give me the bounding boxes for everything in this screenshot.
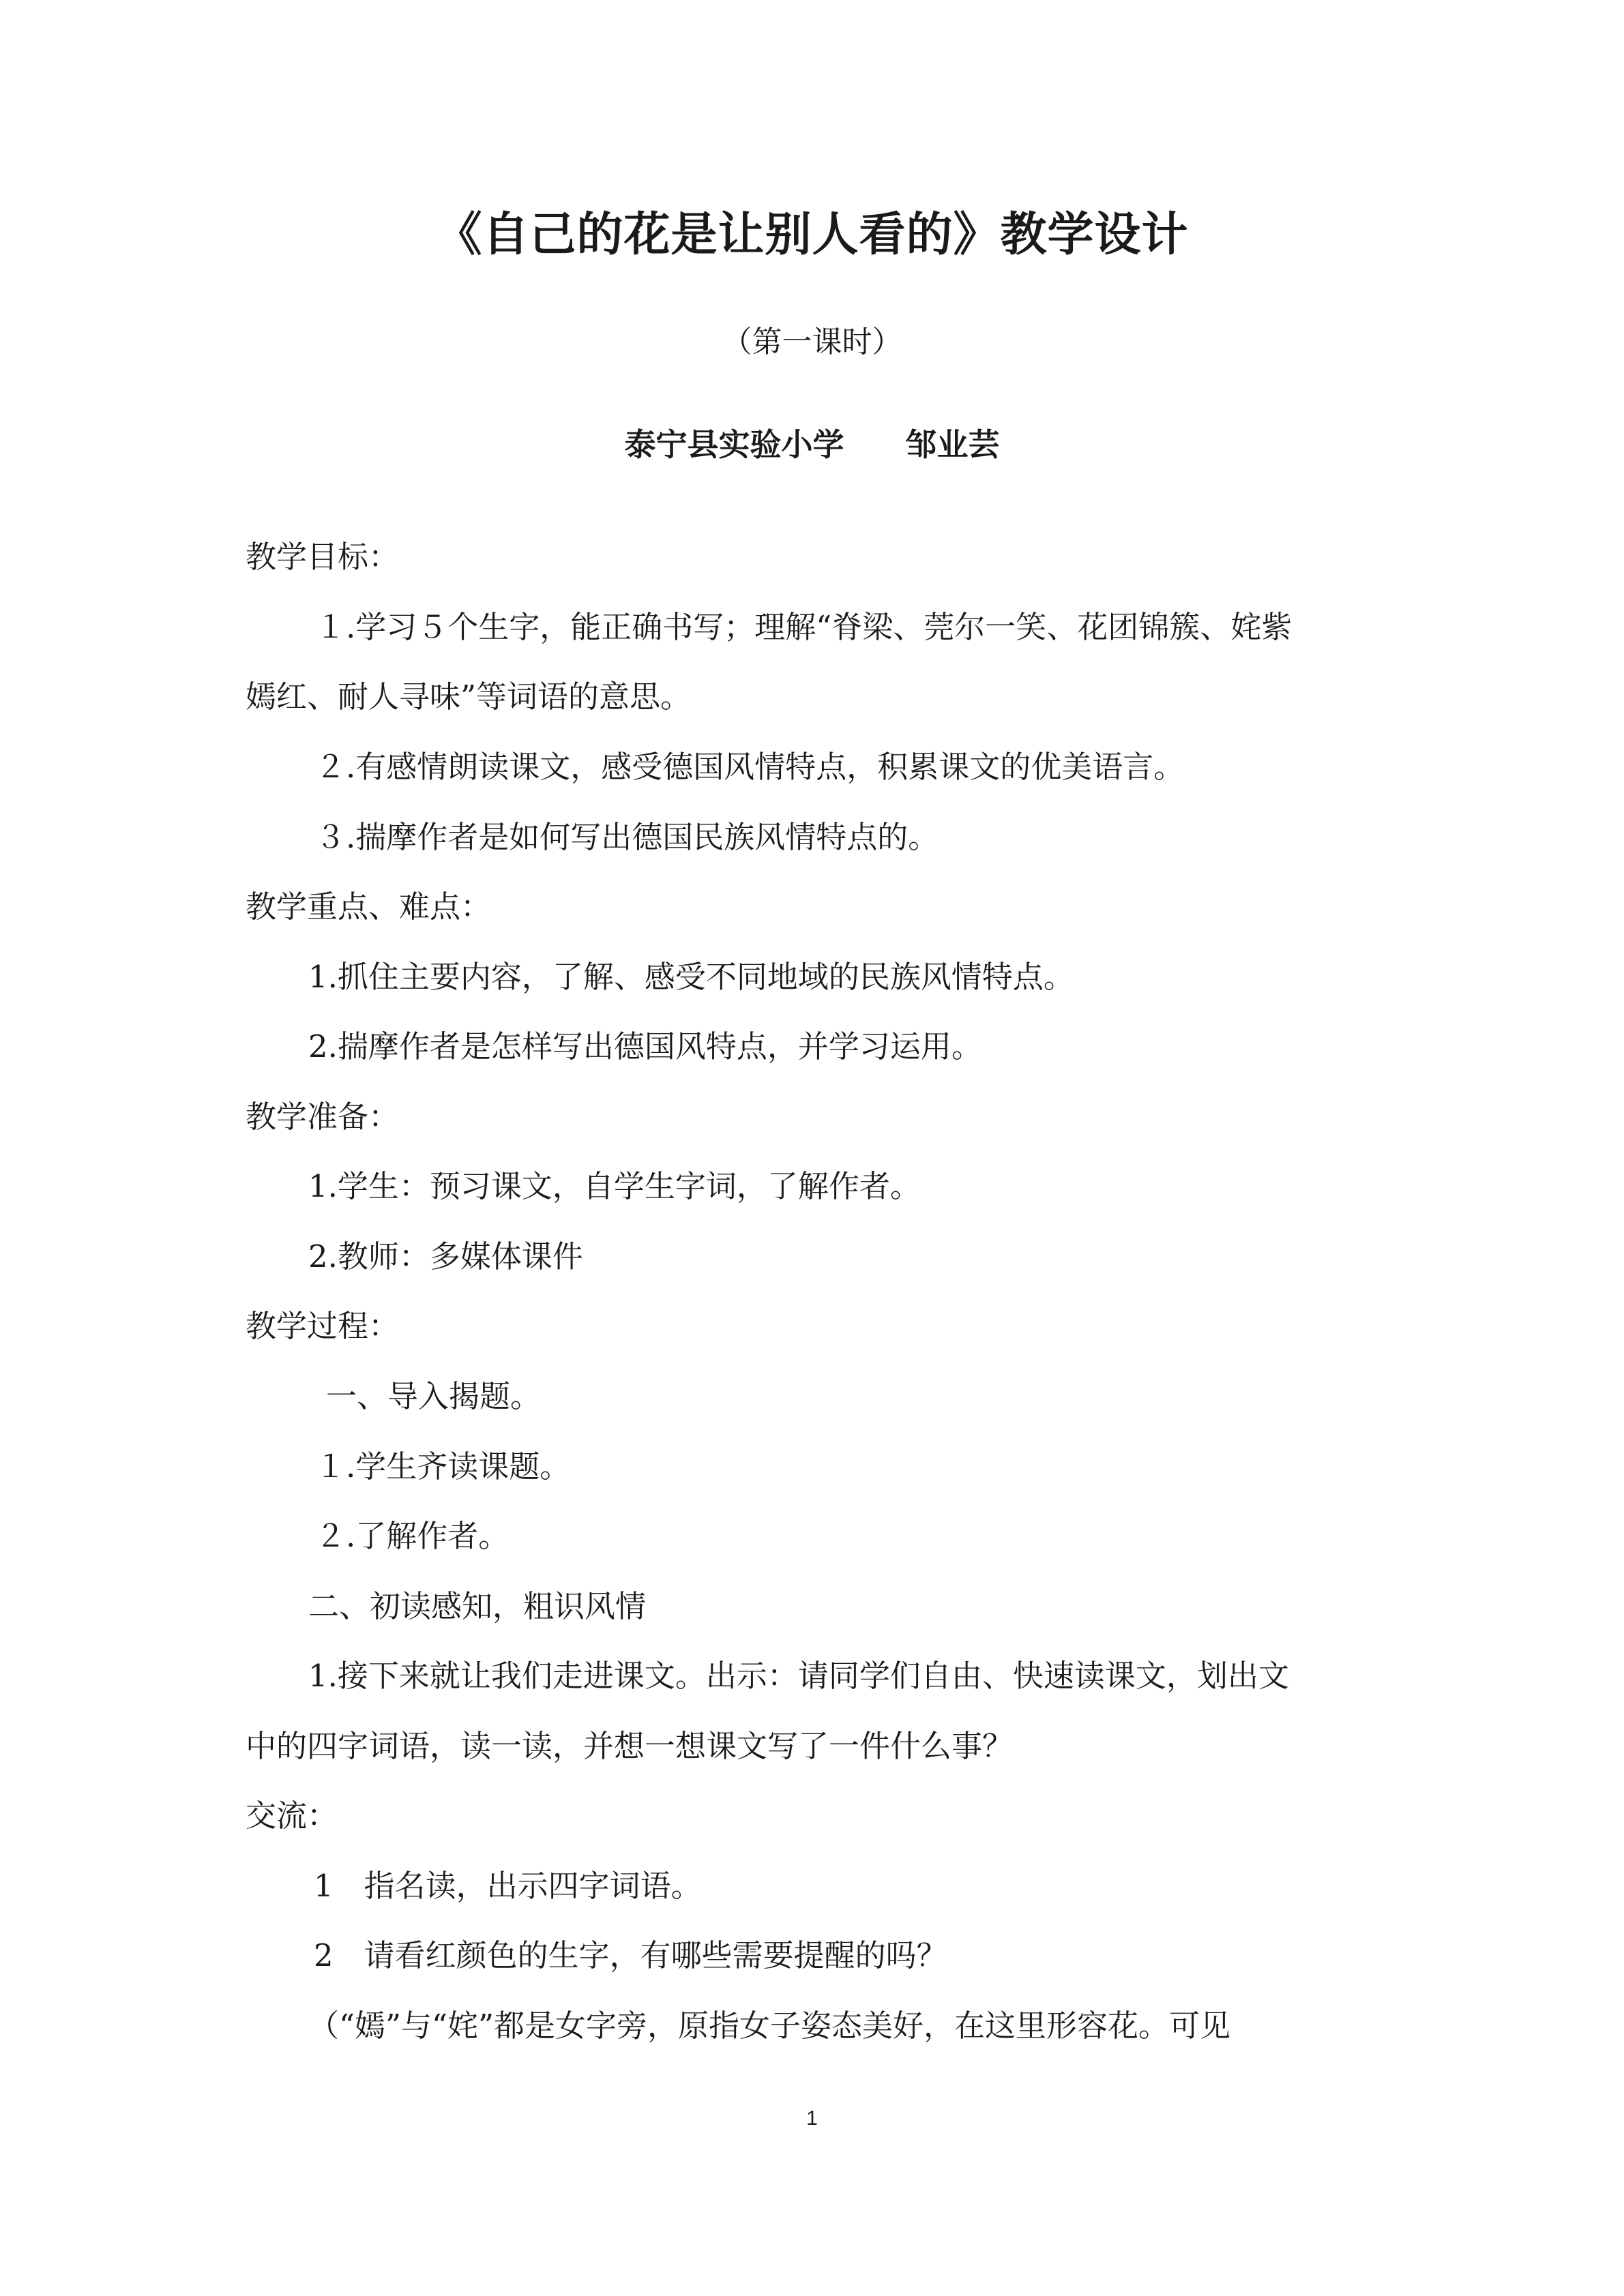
objective-item-1: １.学习５个生字，能正确书写；理解“脊梁、莞尔一笑、花团锦簇、姹紫 <box>315 609 1293 645</box>
exchange-item-2: 2 请看红颜色的生字，有哪些需要提醒的吗？ <box>314 1937 947 1973</box>
objective-item-3: ３.揣摩作者是如何写出德国民族风情特点的。 <box>315 819 939 855</box>
section-heading-key-points: 教学重点、难点： <box>246 889 492 925</box>
key-point-item-1: 1.抓住主要内容，了解、感受不同地域的民族风情特点。 <box>308 959 1074 995</box>
process-step-2-item-1-cont: 中的四字词语，读一读，并想一想课文写了一件什么事？ <box>246 1728 1014 1764</box>
process-step-1-item-2: ２.了解作者。 <box>315 1518 510 1554</box>
section-heading-preparation: 教学准备： <box>246 1099 400 1135</box>
section-heading-objectives: 教学目标： <box>246 539 400 575</box>
exchange-item-1: 1 指名读，出示四字词语。 <box>314 1868 702 1904</box>
objective-item-1-cont: 嫣红、耐人寻味”等词语的意思。 <box>246 679 692 715</box>
author-line <box>0 423 1624 466</box>
document-title: 《自己的花是让别人看的》教学设计 <box>435 208 1189 262</box>
section-heading-process: 教学过程： <box>246 1308 400 1344</box>
author-name: 邹业芸 <box>905 426 1000 463</box>
process-step-1: 一、导入揭题。 <box>326 1378 542 1414</box>
process-step-2: 二、初读感知，粗识风情 <box>308 1588 647 1624</box>
document-subtitle: （第一课时） <box>722 325 902 359</box>
preparation-item-1: 1.学生：预习课文，自学生字词，了解作者。 <box>308 1168 921 1204</box>
exchange-note: （“嫣”与“姹”都是女字旁，原指女子姿态美好，在这里形容花。可见 <box>308 2008 1231 2044</box>
process-step-2-item-1: 1.接下来就让我们走进课文。出示：请同学们自由、快速读课文，划出文 <box>308 1658 1289 1694</box>
process-step-1-item-1: １.学生齐读课题。 <box>315 1448 571 1485</box>
key-point-item-2: 2.揣摩作者是怎样写出德国风特点，并学习运用。 <box>308 1028 982 1064</box>
exchange-label: 交流： <box>246 1798 338 1834</box>
objective-item-2: ２.有感情朗读课文，感受德国风情特点，积累课文的优美语言。 <box>315 749 1185 785</box>
preparation-item-2: 2.教师：多媒体课件 <box>308 1238 583 1274</box>
page-number: 1 <box>806 2107 818 2130</box>
school-name: 泰宁县实验小学 <box>624 426 844 463</box>
